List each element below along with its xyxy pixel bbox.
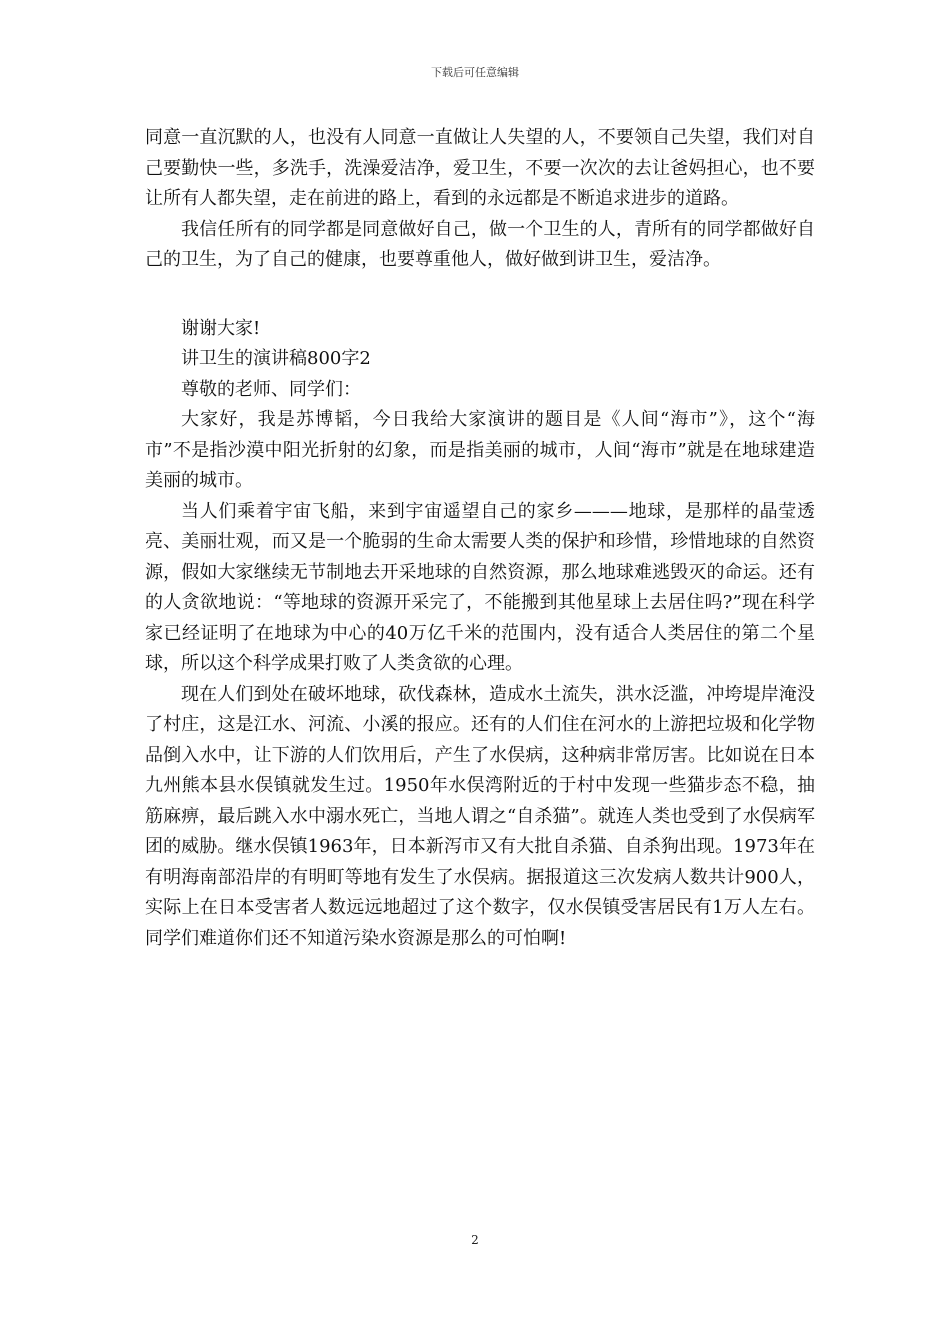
section-title: 讲卫生的演讲稿800字2 xyxy=(181,348,371,369)
paragraph-intro: 大家好，我是苏博韬，今日我给大家演讲的题目是《人间“海市”》，这个“海市”不是指沙漠中阳光折射的幻象，而是指美丽的城市，人间“海市”就是在地球建造美丽的城市。 xyxy=(145,409,815,491)
paragraph-pollution: 现在人们到处在破坏地球，砍伐森林，造成水土流失，洪水泛滥，冲垮堤岸淹没了村庄，这是江水、河流、小溪的报应。还有的人们住在河水的上游把垃圾和化学物品倒入水中，让下游的人们饮用后，产生了水俣病，这种病非常厉害。比如说在日本九州熊本县水俣镇就发生过。1950年水俣湾附近的于村中发现一些猫步态不稳，抽筋麻痹，最后跳入水中溺水死亡，当地人谓之“自杀猫”。就连人类也受到了水俣病军团的威胁。继水俣镇1963年，日本新泻市又有大批自杀猫、自杀狗出现。1973年在有明海南部沿岸的有明町等地有发生了水俣病。据报道这三次发病人数共计900人，实际上在日本受害者人数远远地超过了这个数字，仅水俣镇受害居民有1万人左右。同学们难道你们还不知道污染水资源是那么的可怕啊! xyxy=(145,683,815,949)
paragraph-thanks: 谢谢大家! xyxy=(181,317,261,339)
page-header: 下载后可任意编辑 xyxy=(431,66,519,79)
document-body xyxy=(145,123,815,954)
paragraph-continuation: 同意一直沉默的人，也没有人同意一直做让人失望的人，不要领自己失望，我们对自己要勤快一些，多洗手，洗澡爱洁净，爱卫生，不要一次次的去让爸妈担心，也不要让所有人都失望，走在前进的路上，看到的永远都是不断追求进步的道路。 xyxy=(145,127,815,209)
paragraph-gap xyxy=(145,276,815,314)
paragraph-earth: 当人们乘着宇宙飞船，来到宇宙遥望自己的家乡———地球，是那样的晶莹透亮、美丽壮观，而又是一个脆弱的生命太需要人类的保护和珍惜，珍惜地球的自然资源，假如大家继续无节制地去开采地球的自然资源，那么地球难逃毁灭的命运。还有的人贪欲地说：“等地球的资源开采完了，不能搬到其他星球上去居住吗?”现在科学家已经证明了在地球为中心的40万亿千米的范围内，没有适合人类居住的第二个星球，所以这个科学成果打败了人类贪欲的心理。 xyxy=(145,500,815,674)
paragraph-trust: 我信任所有的同学都是同意做好自己，做一个卫生的人，青所有的同学都做好自己的卫生，为了自己的健康，也要尊重他人，做好做到讲卫生，爱洁净。 xyxy=(145,218,815,270)
salutation: 尊敬的老师、同学们： xyxy=(181,378,361,400)
page-number: 2 xyxy=(471,1233,479,1247)
